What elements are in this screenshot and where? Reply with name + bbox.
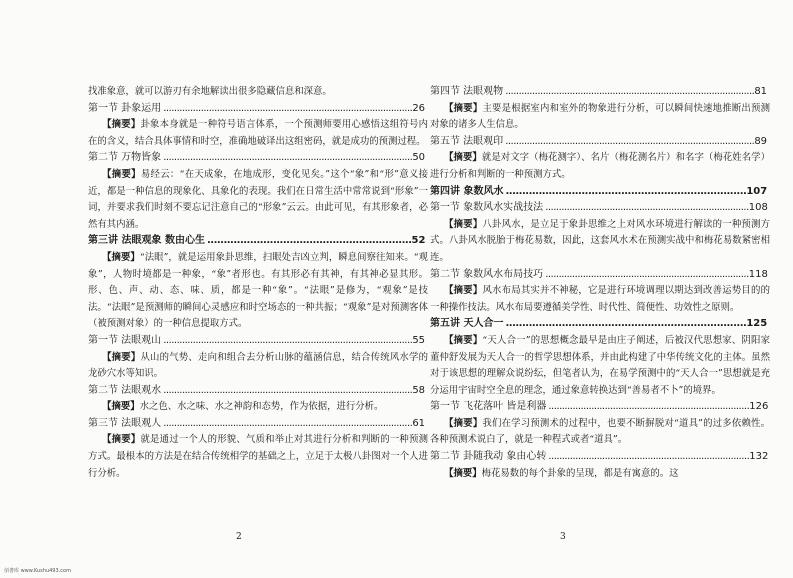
heading-page-number: 61	[412, 417, 426, 429]
abstract-label: 【摘要】	[102, 401, 140, 413]
section-heading	[88, 333, 428, 350]
heading-title: 第一节 法眼观山	[88, 334, 162, 346]
heading-title: 第二节 法眼观水	[88, 384, 162, 396]
page-number-right: 3	[560, 532, 566, 542]
section-heading	[88, 416, 428, 433]
heading-title: 第二节 象数风水布局技巧	[430, 268, 544, 280]
paragraph-text: 八卦风水，是立足于象卦思维之上对风水环境进行解读的一种预测方式。八卦风水脱胎于梅花易数，因此，这套风水术在预测实战中和梅花易数紧密相连。	[430, 218, 770, 263]
section-heading	[430, 134, 770, 151]
lecture-heading	[88, 233, 428, 250]
leader-dots: .............................................................................................	[163, 152, 413, 164]
paragraph	[88, 399, 428, 416]
paragraph	[430, 416, 770, 449]
section-heading	[88, 383, 428, 400]
heading-page-number: 55	[412, 334, 426, 346]
leader-dots: ...........................................................................	[548, 451, 750, 463]
abstract-label: 【摘要】	[444, 152, 482, 164]
paragraph	[88, 167, 428, 233]
section-heading	[430, 84, 770, 101]
heading-page-number: 50	[412, 152, 426, 164]
heading-title: 第四讲 象数风水	[430, 185, 504, 197]
heading-title: 第四节 法眼观物	[430, 86, 504, 97]
heading-page-number: 118	[748, 268, 768, 280]
heading-title: 第三讲 法眼观象 数由心生	[88, 235, 205, 247]
paragraph	[430, 101, 770, 134]
leader-dots: .............................................................................................	[505, 86, 755, 97]
section-heading	[430, 200, 770, 217]
paragraph	[430, 150, 770, 183]
heading-page-number: 107	[746, 185, 768, 197]
abstract-label: 【摘要】	[444, 285, 483, 297]
abstract-label: 【摘要】	[102, 168, 141, 180]
paragraph-text: 主要是根据室内和室外的物象进行分析，可以瞬间快速地推断出预测对象的诸多人生信息。	[430, 102, 770, 131]
heading-page-number: 132	[749, 451, 769, 463]
heading-title: 第二节 卦随我动 象由心转	[430, 451, 547, 463]
paragraph	[88, 84, 428, 101]
heading-page-number: 26	[412, 102, 426, 114]
leader-dots: .........................................................................	[505, 318, 747, 330]
leader-dots: .............................................................................................	[505, 135, 755, 147]
abstract-label: 【摘要】	[444, 334, 483, 346]
abstract-label: 【摘要】	[444, 218, 483, 230]
paragraph	[430, 217, 770, 267]
paragraph-text: 就是通过一个人的形貌、气质和举止对其进行分析和判断的一种预测方式。最根本的方法是在结合传统相学的基础之上，立足于太极八卦图对一个人进行分析。	[88, 434, 428, 479]
leader-dots: ............................................................................	[545, 202, 749, 214]
paragraph	[88, 117, 428, 150]
paragraph-text: “法眼”，就是运用象卦思维，扫眼处吉凶立判，瞬息间察往知来。“观象”，人物时境都是一种象，“象”者形也。有其形必有其神，有其神必显其形。形、色、声、动、态、味、质，都是一种“象”。“法眼”是修为，“观象”是技法。“法眼”是预测师的瞬间心灵感应和时空场态的一种共振；“观象”是对预测客体（被预测对象）的一种信息提取方式。	[88, 251, 428, 330]
paragraph-text: “天人合一”的思想概念最早是由庄子阐述，后被汉代思想家、阴阳家董仲舒发展为天人合一的哲学思想体系，并由此构建了中华传统文化的主体。虽然对于该思想的理解众说纷纭，但笔者认为，在易学预测中的“天人合一”思想就是充分运用宇宙时空全息的理念，通过象意转换达到“善易者不卜”的境界。	[430, 334, 770, 396]
heading-title: 第一节 卦象运用	[88, 102, 162, 114]
heading-page-number: 52	[411, 235, 426, 247]
heading-page-number: 81	[754, 86, 768, 97]
paragraph	[88, 250, 428, 333]
heading-page-number: 125	[746, 318, 768, 330]
lecture-heading	[430, 316, 770, 333]
heading-page-number: 108	[748, 202, 768, 214]
watermark-footer: 佰書库 www.Kushu493.com	[4, 568, 71, 574]
section-heading	[430, 267, 770, 284]
heading-title: 第一节 飞花落叶 皆是利器	[430, 401, 547, 413]
paragraph-text: 水之色、水之味、水之神韵和态势，作为依据，进行分析。	[139, 401, 384, 413]
left-page	[88, 84, 428, 482]
leader-dots: .........................................................................	[505, 185, 747, 197]
abstract-label: 【摘要】	[444, 102, 483, 114]
heading-page-number: 58	[412, 384, 426, 396]
paragraph-text: 就是对文字（梅花测字）、名片（梅花测名片）和名字（梅花姓名学）进行分析和判断的一种预测方式。	[430, 152, 770, 180]
section-heading	[430, 399, 770, 416]
leader-dots: .............................................................................................	[163, 334, 413, 346]
heading-title: 第一节 象数风水实战技法	[430, 202, 544, 214]
heading-title: 第五节 法眼观印	[430, 135, 504, 147]
leader-dots: ............................................................................	[545, 268, 749, 280]
paragraph-text: 易经云：“在天成象，在地成形，变化见矣。”这个“象”和“形”意义接近，都是一种信息的现象化、具象化的表现。我们在日常生活中常常说到“形象”一词，并要求我们时刻不要忘记注意自己的“形象”云云。由此可见，有其形象者，必然有其内涵。	[88, 168, 428, 230]
section-heading	[430, 449, 770, 466]
paragraph-text: 我们在学习预测术的过程中，也要不断摒脱对“道具”的过多依赖性。各种预测术说白了，就是一种程式或者“道具”。	[430, 417, 770, 446]
paragraph	[88, 432, 428, 482]
leader-dots: .............................................................................................	[163, 384, 413, 396]
paragraph	[430, 466, 770, 483]
abstract-label: 【摘要】	[102, 119, 141, 131]
abstract-label: 【摘要】	[444, 467, 482, 479]
heading-page-number: 126	[749, 401, 769, 413]
abstract-label: 【摘要】	[102, 351, 141, 363]
right-page	[430, 84, 770, 482]
paragraph	[430, 333, 770, 399]
leader-dots: .............................................................................................	[163, 417, 413, 429]
abstract-label: 【摘要】	[444, 417, 483, 429]
leader-dots: .............................................................................................	[163, 102, 413, 114]
abstract-label: 【摘要】	[102, 251, 140, 263]
leader-dots: ..............................................................	[206, 235, 412, 247]
page-number-left: 2	[236, 532, 242, 542]
paragraph-text: 梅花易数的每个卦象的呈现，都是有寓意的。这	[481, 467, 679, 479]
heading-page-number: 89	[754, 135, 768, 147]
paragraph	[430, 283, 770, 316]
heading-title: 第五讲 天人合一	[430, 318, 504, 330]
paragraph-text: 卦象本身就是一种符号语言体系，一个预测师要用心感悟这组符号内在的含义，结合具体事情和时空，准确地破译出这组密码，就是成功的预测过程。	[88, 119, 428, 147]
section-heading	[88, 101, 428, 118]
heading-title: 第三节 法眼观人	[88, 417, 162, 429]
paragraph-text: 找准象意，就可以游刃有余地解读出很多隐藏信息和深意。	[88, 86, 332, 97]
lecture-heading	[430, 184, 770, 201]
heading-title: 第二节 万物皆象	[88, 152, 162, 164]
paragraph	[88, 350, 428, 383]
paragraph-text: 风水布局其实并不神秘，它是进行环境调理以期达到改善运势目的的一种操作技法。风水布局要遵循美学性、时代性、简便性、功效性之原则。	[430, 285, 770, 313]
section-heading	[88, 150, 428, 167]
leader-dots: ...........................................................................	[548, 401, 750, 413]
abstract-label: 【摘要】	[102, 434, 141, 446]
paragraph-text: 从山的气势、走向和组合去分析山脉的蕴涵信息，结合传统风水学的龙砂穴水等知识。	[88, 351, 428, 380]
